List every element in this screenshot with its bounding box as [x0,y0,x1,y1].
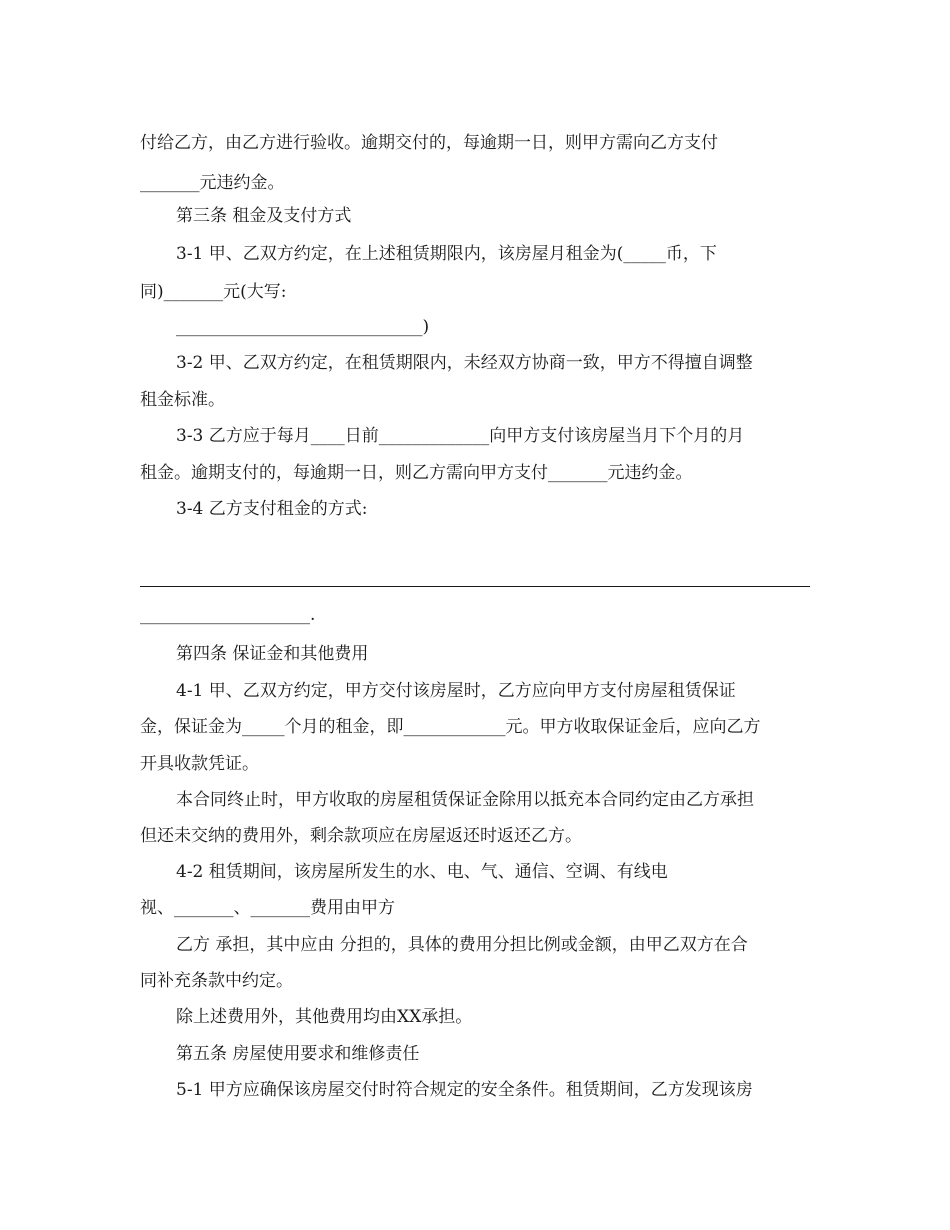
text-line: 付给乙方，由乙方进行验收。逾期交付的，每逾期一日，则甲方需向乙方支付 [140,133,718,153]
clause-line: 3-4 乙方支付租金的方式: [176,499,368,519]
text-line: 除上述费用外，其他费用均由XX承担。 [176,1007,473,1027]
clause-line: 5-1 甲方应确保该房屋交付时符合规定的安全条件。租赁期间，乙方发现该房 [176,1080,753,1100]
clause-line: 4-2 租赁期间，该房屋所发生的水、电、气、通信、空调、有线电 [176,862,668,882]
text-line: _______元违约金。 [140,173,285,193]
section-heading: 第三条 租金及支付方式 [176,206,352,226]
text-line: 金，保证金为_____个月的租金，即____________元。甲方收取保证金后，应向乙方 [140,717,761,737]
text-line: 但还未交纳的费用外，剩余款项应在房屋返还时返还乙方。 [140,826,582,846]
text-line: 租金标准。 [140,390,225,410]
text-line: ____________________. [140,605,316,625]
text-line: _____________________________) [176,317,430,337]
text-line: 租金。逾期支付的，每逾期一日，则乙方需向甲方支付_______元违约金。 [140,463,693,483]
blank-rule [140,586,810,587]
text-line: 本合同终止时，甲方收取的房屋租赁保证金除用以抵充本合同约定由乙方承担 [176,790,754,810]
section-heading: 第五条 房屋使用要求和维修责任 [176,1044,420,1064]
clause-line: 3-1 甲、乙双方约定，在上述租赁期限内，该房屋月租金为(_____币，下 [176,244,717,264]
text-line: 同补充条款中约定。 [140,971,293,991]
text-line: 视、_______、_______费用由甲方 [140,898,395,918]
clause-line: 3-3 乙方应于每月____日前_____________向甲方支付该房屋当月下个月的月 [176,426,745,446]
clause-line: 3-2 甲、乙双方约定，在租赁期限内，未经双方协商一致，甲方不得擅自调整 [176,353,753,373]
text-line: 开具收款凭证。 [140,754,259,774]
section-heading: 第四条 保证金和其他费用 [176,644,369,664]
text-line: 乙方 承担，其中应由 分担的，具体的费用分担比例或金额，由甲乙双方在合 [176,935,748,955]
clause-line: 4-1 甲、乙双方约定，甲方交付该房屋时，乙方应向甲方支付房屋租赁保证 [176,681,736,701]
text-line: 同)_______元(大写: [140,282,287,302]
